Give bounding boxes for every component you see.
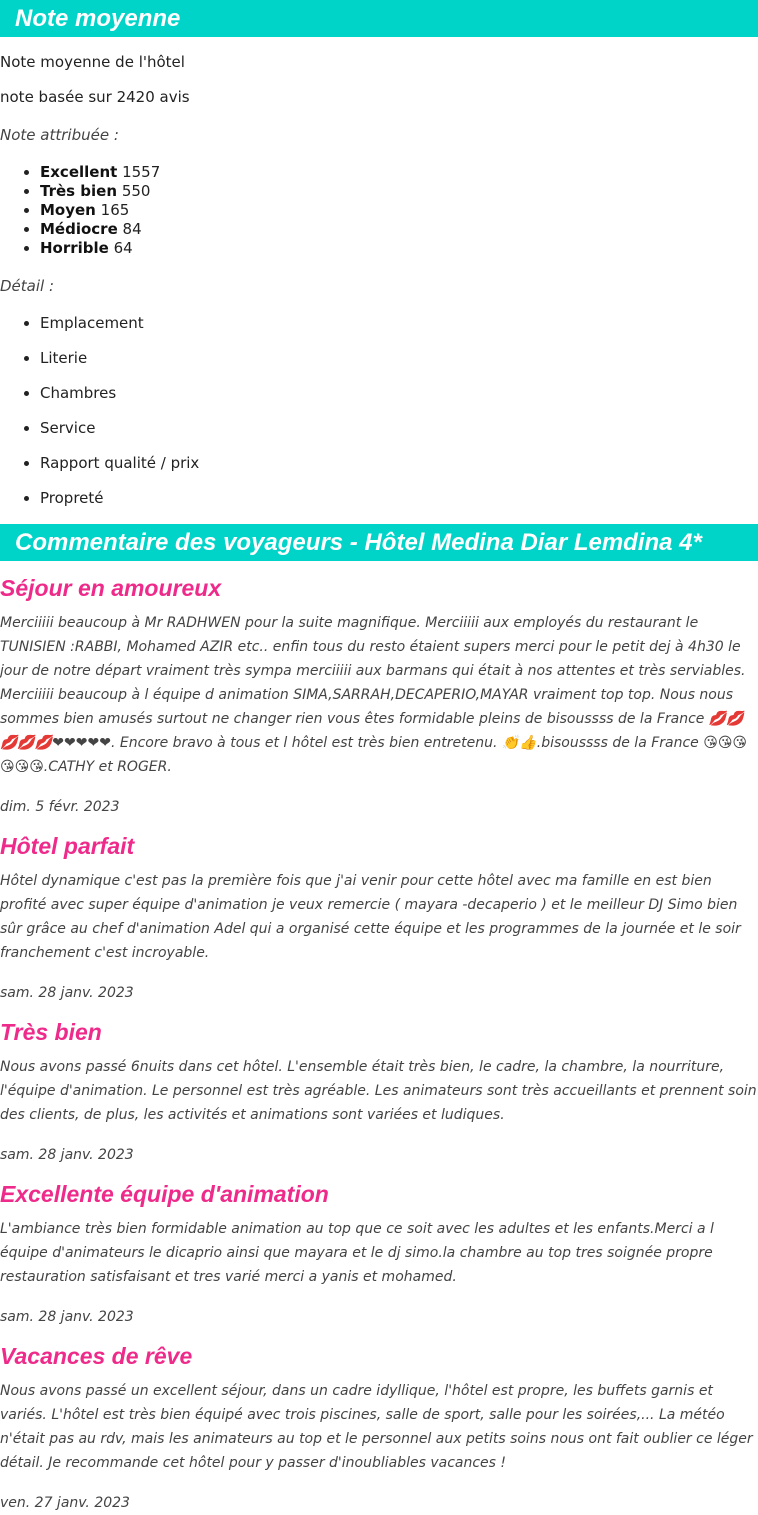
rating-count: 1557 — [122, 163, 161, 181]
review-body: Nous avons passé 6nuits dans cet hôtel. L'ensemble était très bien, le cadre, la chambre, la nourriture, l'équipe d'animation. Le personnel est très agréable. Les animateurs sont très accueillants et prennent soin des clients, de plus, les activités et animations sont variées et ludiques. — [0, 1059, 757, 1123]
rating-section-title: Note moyenne — [0, 0, 758, 37]
detail-criteria-list — [0, 314, 758, 508]
detail-item-rapport-qualite-prix: • Rapport qualité / prix — [40, 454, 758, 473]
review-body: Nous avons passé un excellent séjour, dans un cadre idyllique, l'hôtel est propre, les buffets garnis et variés. L'hôtel est très bien équipé avec trois piscines, salle de sport, salle pour les soirées,... La météo n'était pas au rdv, mais les animateurs au top et le personnel aux petits soins nous ont fait oublier ce léger détail. Je recommande cet hôtel pour y passer d'inoubliables vacances ! — [0, 1383, 753, 1471]
rating-label: Moyen — [40, 201, 96, 219]
rating-label: Très bien — [40, 182, 118, 200]
review-title: Excellente équipe d'animation — [0, 1181, 329, 1207]
rating-label: Médiocre — [40, 220, 118, 238]
review-date: sam. 28 janv. 2023 — [0, 1309, 134, 1325]
review-item — [0, 1341, 758, 1515]
detail-label: Détail : — [0, 277, 55, 295]
rating-label: Horrible — [40, 239, 109, 257]
review-title: Hôtel parfait — [0, 833, 135, 859]
review-body: Hôtel dynamique c'est pas la première fois que j'ai venir pour cette hôtel avec ma famille en est bien profité avec super équipe d'animation je veux remercie ( mayara -decaperio ) et le meilleur DJ Simo bien sûr grâce au chef d'animation Adel qui a organisé cette équipe et les programmes de la journée et le soir franchement c'est incroyable. — [0, 873, 741, 961]
review-body: L'ambiance très bien formidable animation au top que ce soit avec les adultes et les enfants.Merci a l équipe d'animateurs le dicaprio ainsi que mayara et le dj simo.la chambre au top tres soignée propre restauration satisfaisant et tres varié merci a yanis et mohamed. — [0, 1221, 714, 1285]
rating-item-moyen — [40, 201, 758, 220]
detail-item-service: • Service — [40, 419, 758, 438]
review-body: Merciiiii beaucoup à Mr RADHWEN pour la suite magnifique. Merciiiii aux employés du restaurant le TUNISIEN :RABBI, Mohamed AZIR etc.. enfin tous du resto étaient supers merci pour le petit dej à 4h30 le jour de notre départ vraiment très sympa merciiiii aux barmans qui était à nos attentes et très serviables. Merciiiii beaucoup à l équipe d animation SIMA,SARRAH,DECAPERIO,MAYAR vraiment top top. Nous nous sommes bien amusés surtout ne changer rien vous êtes formidable pleins de bisoussss de la France 💋💋💋💋💋❤❤❤❤❤. Encore bravo à tous et l hôtel est très bien entretenu. 👏👍.bisoussss de la France 😘😘😘😘😘😘.CATHY et ROGER. — [0, 615, 748, 775]
rating-count: 64 — [113, 239, 133, 257]
review-title: Vacances de rêve — [0, 1343, 193, 1369]
detail-item-chambres: • Chambres — [40, 384, 758, 403]
rating-count: 550 — [121, 182, 151, 200]
review-item — [0, 831, 758, 1005]
rating-breakdown-list — [0, 163, 758, 258]
detail-item-proprete: • Propreté — [40, 489, 758, 508]
review-item — [0, 1179, 758, 1329]
rating-item-excellent — [40, 163, 758, 182]
detail-item-literie: • Literie — [40, 349, 758, 368]
attributed-rating-label: Note attribuée : — [0, 126, 119, 144]
review-date: dim. 5 févr. 2023 — [0, 799, 120, 815]
rating-item-tres-bien — [40, 182, 758, 201]
reviews-section-title: Commentaire des voyageurs - Hôtel Medina Diar Lemdina 4* — [0, 524, 758, 561]
average-rating-label: Note moyenne de l'hôtel — [0, 53, 185, 71]
rating-section — [0, 0, 758, 508]
rating-label: Excellent — [40, 163, 118, 181]
rating-count: 84 — [122, 220, 142, 238]
review-date: sam. 28 janv. 2023 — [0, 985, 134, 1001]
review-item — [0, 573, 758, 819]
rating-item-horrible — [40, 239, 758, 258]
review-date: ven. 27 janv. 2023 — [0, 1495, 130, 1511]
rating-count: 165 — [100, 201, 130, 219]
review-item — [0, 1017, 758, 1167]
review-title: Très bien — [0, 1019, 102, 1045]
review-date: sam. 28 janv. 2023 — [0, 1147, 134, 1163]
detail-item-emplacement: • Emplacement — [40, 314, 758, 333]
rating-item-mediocre — [40, 220, 758, 239]
review-title: Séjour en amoureux — [0, 575, 222, 601]
based-on-reviews: note basée sur 2420 avis — [0, 88, 190, 106]
reviews-section — [0, 524, 758, 1515]
